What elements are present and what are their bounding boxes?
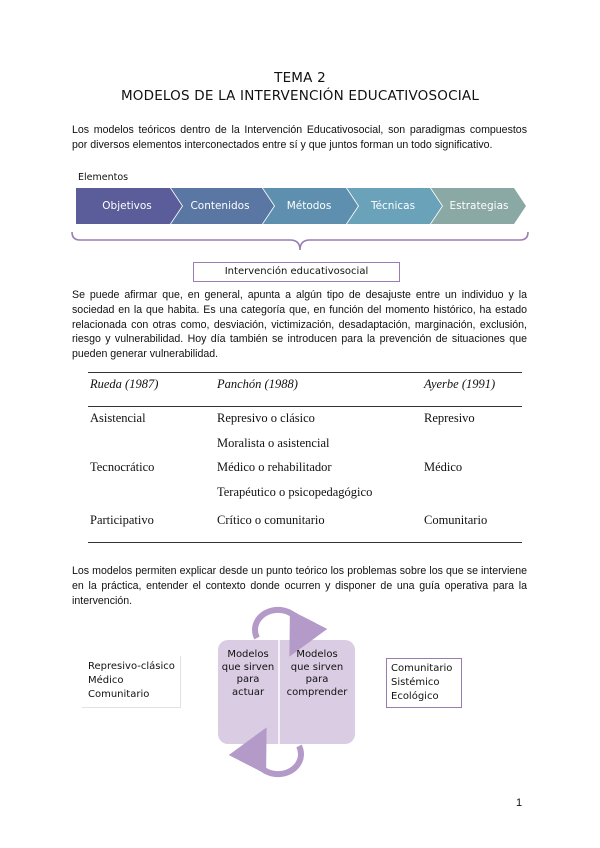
- ayerbe-represivo: Represivo: [424, 411, 475, 425]
- right-list-item: Comunitario: [391, 663, 453, 674]
- page-number: 1: [516, 797, 523, 809]
- rueda-asistencial: Asistencial: [90, 411, 146, 425]
- act-line: actuar: [231, 686, 265, 698]
- table-header-panchon: Panchón (1988): [217, 377, 298, 391]
- table-header-ayerbe: Ayerbe (1991): [424, 377, 496, 391]
- left-list-item: Comunitario: [88, 689, 150, 700]
- panchon-critico: Crítico o comunitario: [217, 513, 325, 527]
- left-list-item: Médico: [88, 675, 124, 686]
- panchon-moralista: Moralista o asistencial: [217, 436, 330, 450]
- right-models-list: [386, 658, 462, 708]
- act-line: Modelos: [227, 649, 269, 660]
- models-understand-text: [281, 649, 353, 699]
- act-line: que sirven: [221, 661, 275, 673]
- cycle-arrow-top: [255, 610, 301, 638]
- right-list-item: Ecológico: [391, 691, 439, 702]
- paragraph-2: Se puede afirmar que, en general, apunta a algún tipo de desajuste entre un individuo y la sociedad en la que habita. Es una categoría que, en función del momento histórico, ha estado relacionada con otras como, desviación, victimización, desadaptación, marginación, exclusión, riesgo y vulnerabilidad. Hoy día también se introducen para la prevención de situaciones que pueden generar vulnerabilidad.: [72, 289, 527, 361]
- ayerbe-medico: Médico: [424, 460, 463, 474]
- intervention-box: Intervención educativosocial: [193, 262, 400, 282]
- panchon-medico: Médico o rehabilitador: [217, 460, 332, 474]
- paragraph-3: Los modelos permiten explicar desde un punto teórico los problemas sobre los que se interviene en la práctica, entender el contexto donde ocurren y disponer de una guía operativa para la intervención.: [72, 565, 527, 607]
- step-metodos: Métodos: [286, 200, 332, 212]
- understand-line: para: [305, 674, 329, 685]
- step-objetivos: Objetivos: [102, 200, 152, 212]
- panchon-terapeutico: Terapéutico o psicopedagógico: [217, 485, 373, 499]
- rueda-tecnocratico: Tecnocrático: [90, 460, 155, 474]
- step-contenidos: Contenidos: [190, 200, 250, 212]
- cycle-arrow-bottom: [255, 746, 301, 774]
- title-line-1: TEMA 2: [274, 70, 326, 86]
- table-header-rueda: Rueda (1987): [90, 377, 159, 391]
- right-list-item: Sistémico: [391, 677, 440, 688]
- models-act-text: [219, 649, 277, 699]
- intro-paragraph: Los modelos teóricos dentro de la Intervención Educativosocial, son paradigmas compuestos por diversos elementos interconectados entre sí y que juntos forman un todo significativo.: [72, 124, 527, 151]
- left-list-item: Represivo-clásico: [88, 661, 175, 672]
- title-line-2: MODELOS DE LA INTERVENCIÓN EDUCATIVOSOCIAL: [120, 88, 480, 104]
- understand-line: Modelos: [296, 649, 338, 660]
- step-estrategias: Estrategias: [449, 200, 509, 212]
- understand-line: comprender: [286, 686, 348, 698]
- step-tecnicas: Técnicas: [370, 200, 416, 212]
- understand-line: que sirven: [290, 661, 344, 673]
- ayerbe-comunitario: Comunitario: [424, 513, 488, 527]
- panchon-represivo: Represivo o clásico: [217, 411, 315, 425]
- elements-label: Elementos: [78, 172, 129, 183]
- act-line: para: [236, 674, 260, 685]
- rueda-participativo: Participativo: [90, 513, 154, 527]
